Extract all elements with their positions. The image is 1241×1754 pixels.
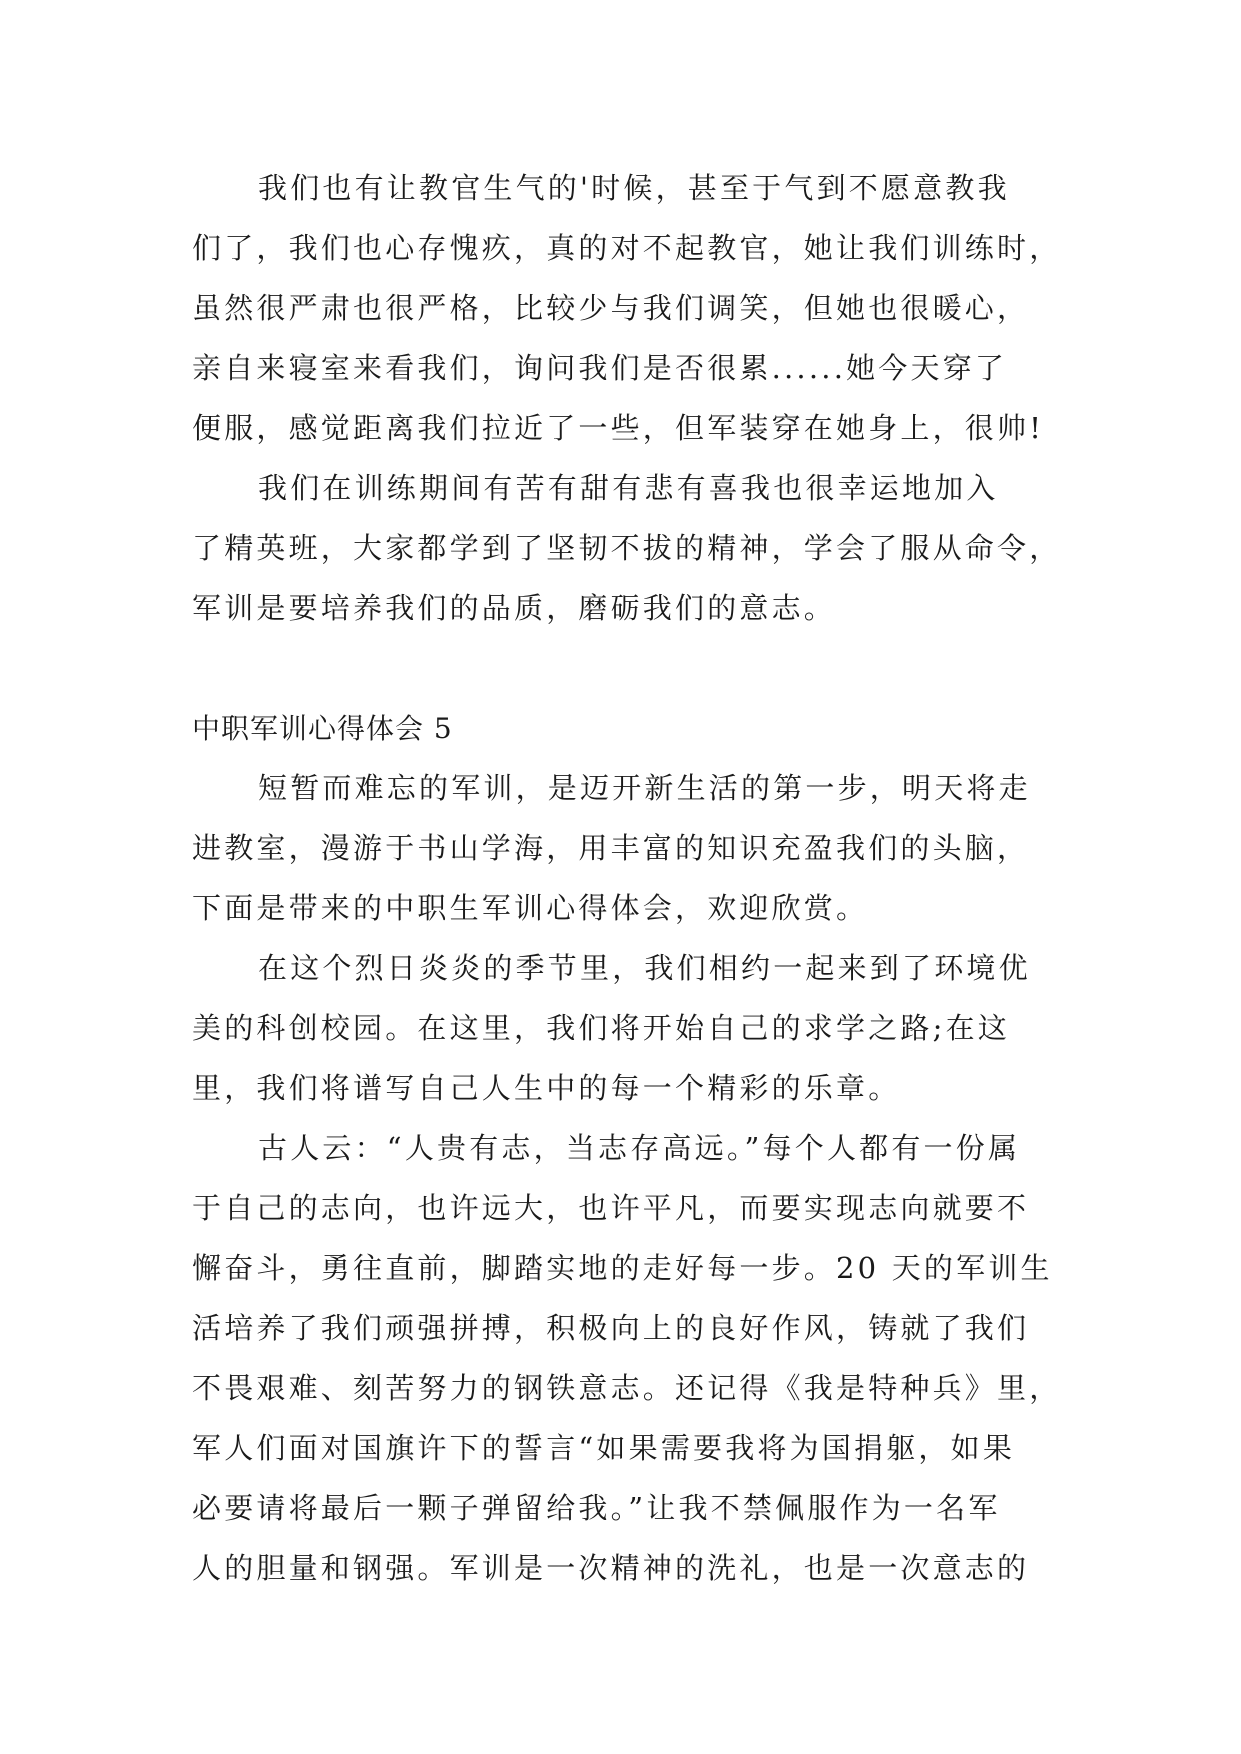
text-line: 懈奋斗，勇往直前，脚踏实地的走好每一步。20 天的军训生 (192, 1251, 1053, 1285)
document-page (192, 158, 1072, 1598)
paragraph-5 (192, 1118, 1072, 1598)
text-line: 必要请将最后一颗子弹留给我。”让我不禁佩服作为一名军 (192, 1491, 1001, 1525)
text-line: 们了，我们也心存愧疚，真的对不起教官，她让我们训练时， (192, 231, 1062, 265)
text-line: 进教室，漫游于书山学海，用丰富的知识充盈我们的头脑， (192, 831, 1030, 865)
text-line: 我们也有让教官生气的'时候，甚至于气到不愿意教我 (258, 171, 1010, 205)
text-line: 下面是带来的中职生军训心得体会，欢迎欣赏。 (192, 891, 869, 925)
text-line: 短暂而难忘的军训，是迈开新生活的第一步，明天将走 (258, 771, 1031, 805)
text-line: 军训是要培养我们的品质，磨砺我们的意志。 (192, 591, 837, 625)
text-line: 军人们面对国旗许下的誓言“如果需要我将为国捐躯，如果 (192, 1431, 1016, 1465)
paragraph-2 (192, 458, 1072, 638)
text-line: 在这个烈日炎炎的季节里，我们相约一起来到了环境优 (258, 951, 1031, 985)
text-line: 虽然很严肃也很严格，比较少与我们调笑，但她也很暖心， (192, 291, 1030, 325)
text-line: 不畏艰难、刻苦努力的钢铁意志。还记得《我是特种兵》里， (192, 1371, 1062, 1405)
text-line: 我们在训练期间有苦有甜有悲有喜我也很幸运地加入 (258, 471, 999, 505)
text-line: 美的科创校园。在这里，我们将开始自己的求学之路;在这 (192, 1011, 1010, 1045)
text-line: 人的胆量和钢强。军训是一次精神的洗礼，也是一次意志的 (192, 1551, 1030, 1585)
text-line: 了精英班，大家都学到了坚韧不拔的精神，学会了服从命令， (192, 531, 1062, 565)
section-gap (192, 638, 1072, 700)
paragraph-3 (192, 758, 1072, 938)
text-line: 于自己的志向，也许远大，也许平凡，而要实现志向就要不 (192, 1191, 1030, 1225)
text-line: 里，我们将谱写自己人生中的每一个精彩的乐章。 (192, 1071, 901, 1105)
text-line: 亲自来寝室来看我们，询问我们是否很累......她今天穿了 (192, 351, 1008, 385)
paragraph-1 (192, 158, 1072, 458)
text-line: 便服，感觉距离我们拉近了一些，但军装穿在她身上，很帅! (192, 411, 1045, 445)
text-line: 活培养了我们顽强拼搏，积极向上的良好作风，铸就了我们 (192, 1311, 1030, 1345)
section-title: 中职军训心得体会 5 (192, 712, 453, 745)
text-line: 古人云：“人贵有志，当志存高远。”每个人都有一份属 (258, 1131, 1021, 1165)
paragraph-4 (192, 938, 1072, 1118)
